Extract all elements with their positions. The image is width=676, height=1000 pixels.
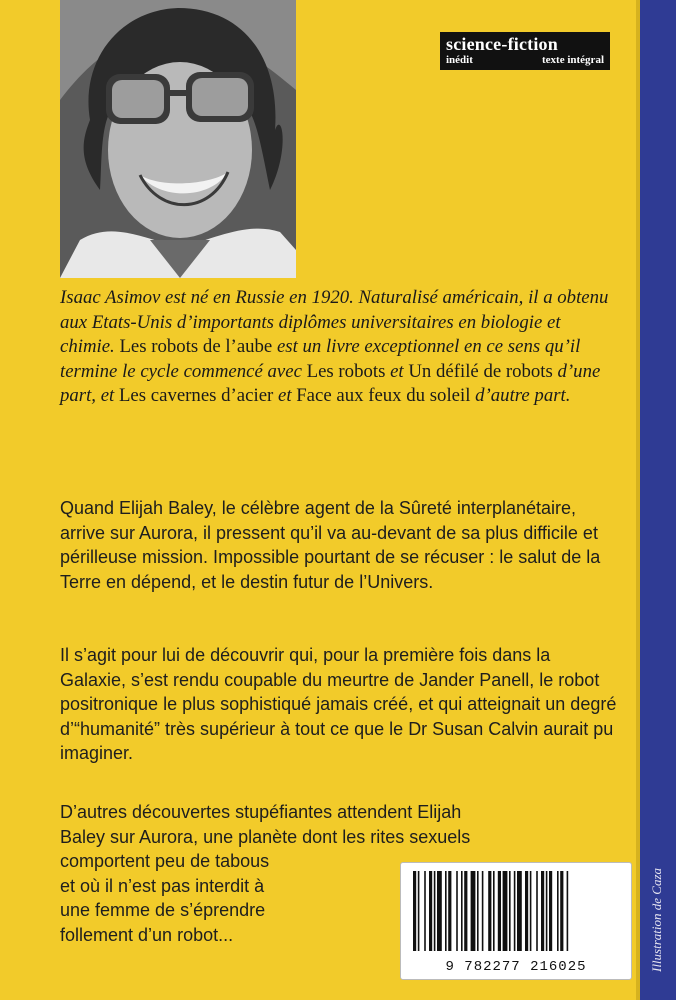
barcode-bar: [424, 871, 426, 951]
barcode-bar: [498, 871, 501, 951]
barcode-bar: [541, 871, 544, 951]
barcode-bar: [413, 871, 416, 951]
intro-italic-1: Isaac Asimov est né en Russie en 1920. Naturalisé américain, il a obtenu aux Etats-Unis d’importants diplômes universitaires en biologie et chimie.: [60, 287, 609, 358]
illustration-credit: [646, 850, 668, 990]
barcode-bar: [461, 871, 463, 951]
blurb-paragraph-1: Quand Elijah Baley, le célèbre agent de la Sûreté interplanétaire, arrive sur Aurora, il pressent qu’il va au-devant de sa plus difficile et périlleuse mission. Impossible pourtant de se récuser : le salut de la Terre en dépend, et le destin futur de l’Univers.: [60, 498, 601, 592]
author-photo: [60, 0, 296, 278]
blurb-line: follement d’un robot...: [60, 924, 234, 945]
barcode-bar: [517, 871, 522, 951]
barcode-bar: [434, 871, 436, 951]
author-intro: [60, 286, 620, 409]
barcode-bar: [509, 871, 511, 951]
barcode-bar: [560, 871, 563, 951]
intro-italic-3: et: [390, 360, 404, 382]
barcode-bar: [530, 871, 532, 951]
intro-italic-4: d’une part, et: [60, 360, 601, 407]
barcode-bar: [482, 871, 484, 951]
intro-italic-2: est un livre exceptionnel en ce sens qu’il termine le cycle commencé avec: [60, 336, 581, 382]
author-portrait-image: [60, 0, 296, 278]
barcode-bar: [445, 871, 447, 951]
blurb-line: une femme de s’éprendre: [60, 900, 266, 920]
barcode-bar: [536, 871, 538, 951]
barcode-bar: [514, 871, 516, 951]
isbn-number: 9 782277 216025: [445, 959, 587, 975]
barcode-bar: [456, 871, 458, 951]
barcode-bar: [546, 871, 548, 951]
blurb-paragraph-2: Il s’agit pour lui de découvrir qui, pour la première fois dans la Galaxie, s’est rendu coupable du meurtre de Jander Panell, le robot positronique le plus sophistiqué jamais créé, et qui atteignait un degré d’“humanité” très supérieur à tout ce que le Dr Susan Calvin aurait pu imaginer.: [60, 645, 617, 763]
intro-title-2: Les robots: [301, 360, 391, 382]
barcode-bar: [493, 871, 495, 951]
barcode-bar: [488, 871, 491, 951]
barcode-bar: [437, 871, 442, 951]
barcode-bar: [464, 871, 467, 951]
barcode-bar: [525, 871, 528, 951]
series-label-unpublished: inédit: [446, 54, 473, 66]
barcode-bar: [557, 871, 559, 951]
barcode-bar: [429, 871, 432, 951]
intro-italic-6: d’autre part.: [475, 385, 571, 407]
blurb-line: et où il n’est pas interdit à: [60, 875, 265, 896]
barcode-bar: [448, 871, 451, 951]
intro-italic-5: et: [277, 385, 292, 407]
barcode-bars: [409, 871, 623, 951]
barcode-bar: [549, 871, 552, 951]
barcode-bar: [477, 871, 479, 951]
blurb-line: D’autres découvertes stupéfiantes attendent Elijah: [60, 802, 462, 822]
intro-title-1: Les robots de l’aube: [114, 336, 277, 358]
illustration-credit-text: Illustration de Caza: [649, 867, 664, 973]
blurb-line: Baley sur Aurora, une planète dont les rites sexuels: [60, 826, 471, 847]
intro-title-5: Face aux feux du soleil: [291, 385, 476, 407]
intro-title-3: Un défilé de robots: [403, 360, 558, 382]
series-title: science-fiction: [446, 34, 558, 54]
series-badge: [440, 32, 610, 70]
barcode-label: [400, 862, 632, 980]
barcode-bar: [567, 871, 569, 951]
barcode-bar: [503, 871, 508, 951]
series-label-full-text: texte intégral: [542, 54, 604, 66]
blurb-line: comportent peu de tabous: [60, 851, 270, 871]
intro-title-4: Les cavernes d’acier: [114, 385, 278, 407]
barcode-bar: [418, 871, 420, 951]
barcode-bar: [471, 871, 476, 951]
